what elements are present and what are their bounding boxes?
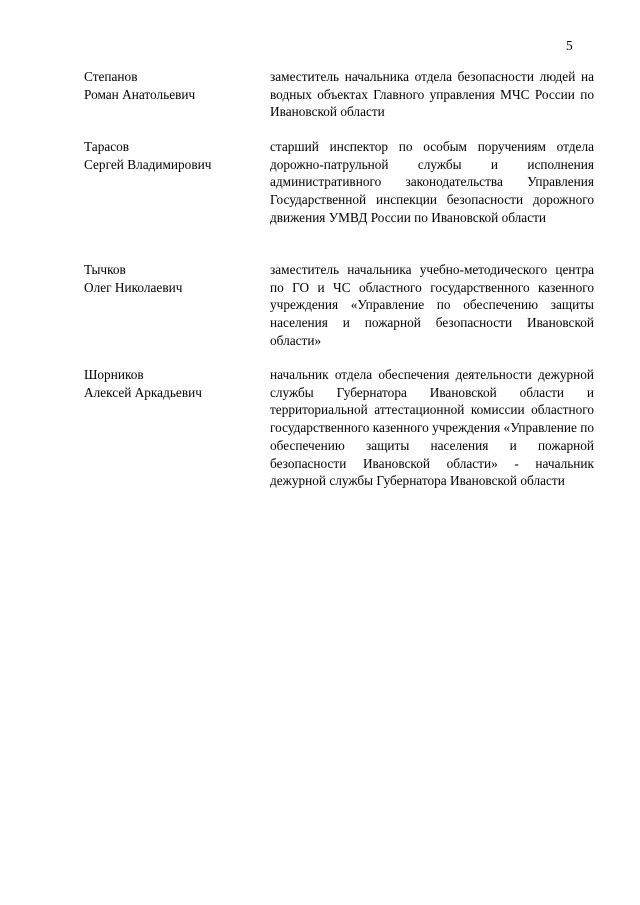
person-given-name: Олег Николаевич bbox=[84, 279, 183, 295]
person-name bbox=[84, 68, 254, 103]
person-given-name: Сергей Владимирович bbox=[84, 156, 212, 172]
person-surname: Шорников bbox=[84, 367, 144, 382]
person-name bbox=[84, 366, 254, 401]
person-position: начальник отдела обеспечения деятельности дежурной службы Губернатора Ивановской области и территориальной аттестационной комиссии областного государственного казенного учреждения «Управление по обеспечению защиты населения и пожарной безопасности Ивановской области» - начальник дежурной службы Губернатора Ивановской области bbox=[270, 367, 594, 489]
person-given-name: Алексей Аркадьевич bbox=[84, 384, 202, 400]
person-surname: Тычков bbox=[84, 262, 126, 277]
person-position: старший инспектор по особым поручениям отдела дорожно-патрульной службы и исполнения административного законодательства Управления Государственной инспекции безопасности дорожного движения УМВД России по Ивановской области bbox=[270, 139, 594, 225]
person-given-name: Роман Анатольевич bbox=[84, 86, 196, 102]
person-surname: Тарасов bbox=[84, 139, 130, 154]
person-position: заместитель начальника учебно-методического центра по ГО и ЧС областного государственного казенного учреждения «Управление по обеспечению защиты населения и пожарной безопасности Ивановской области» bbox=[270, 262, 594, 348]
person-name bbox=[84, 138, 254, 173]
person-position: заместитель начальника отдела безопасности людей на водных объектах Главного управления МЧС России по Ивановской области bbox=[270, 69, 594, 120]
person-surname: Степанов bbox=[84, 69, 138, 84]
page-number: 5 bbox=[566, 38, 573, 53]
person-name bbox=[84, 261, 254, 296]
